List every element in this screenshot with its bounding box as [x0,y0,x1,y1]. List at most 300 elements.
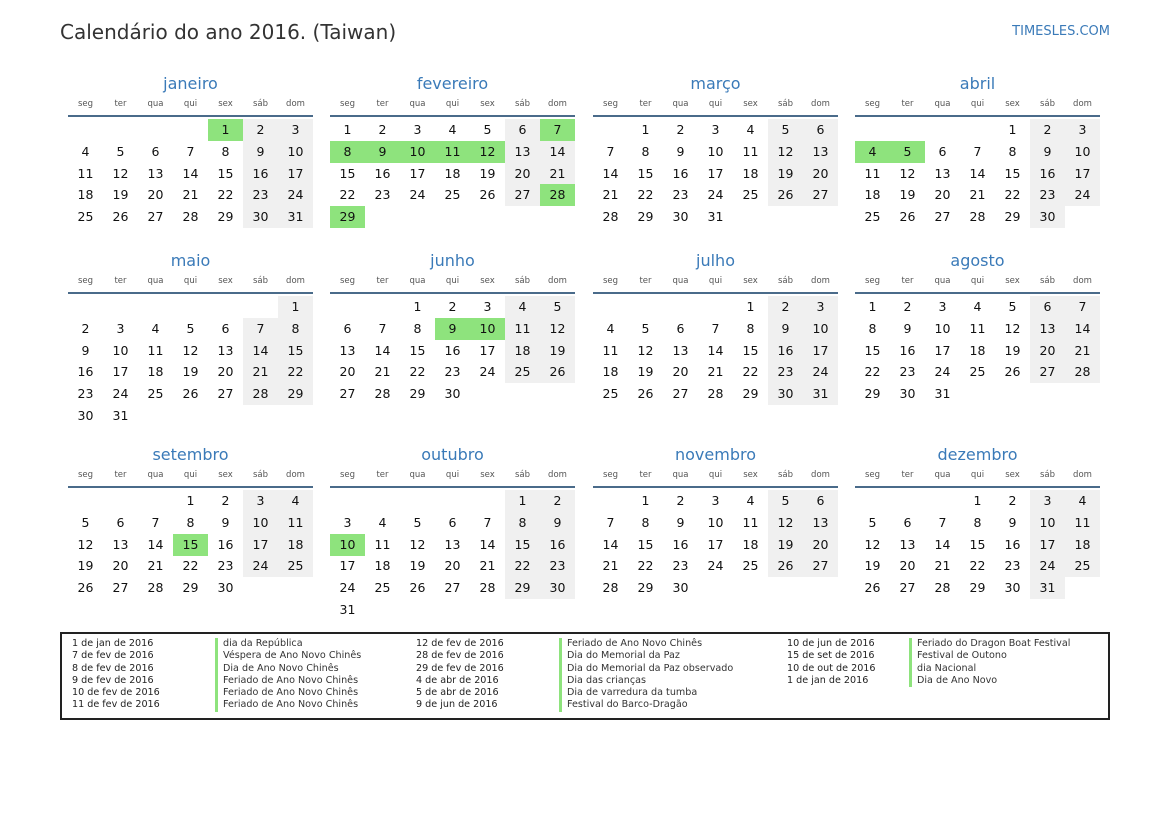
month-dezembro [855,443,1100,620]
day-cell: 18 [969,342,986,358]
legend-item [416,687,759,699]
day-cell: 14 [540,141,575,163]
month-title: abril [959,74,996,93]
day-cell: 25 [444,187,461,203]
day-cell: 3 [803,296,838,318]
day-cell: 23 [540,555,575,577]
day-cell: 11 [77,165,94,181]
weekday-header [593,96,838,117]
legend-item [416,663,759,675]
weekday-label: qui [445,470,460,480]
weekday-label: sáb [1039,470,1056,480]
day-cell: 28 [707,386,724,402]
day-cell: 19 [637,364,654,380]
legend-item [787,675,1109,687]
day-cell: 14 [602,165,619,181]
weekday-header [68,96,313,117]
legend-date: 8 de fev de 2016 [72,662,154,674]
day-cell: 13 [217,342,234,358]
day-cell: 31 [1030,577,1065,599]
day-cell: 29 [969,580,986,596]
legend-item [72,687,415,699]
day-cell: 4 [746,493,755,508]
day-cell: 6 [151,143,160,159]
weekday-header [330,96,575,117]
day-cell: 15 [1004,165,1021,181]
day-cell: 27 [339,386,356,402]
day-cell: 30 [672,580,689,596]
legend-date: 29 de fev de 2016 [416,662,504,674]
day-cell: 21 [707,364,724,380]
day-cell: 5 [641,320,650,336]
legend-item [72,663,415,675]
day-cell: 27 [444,580,461,596]
day-cell: 4 [378,514,387,530]
weekday-label: qua [934,276,951,286]
day-cell: 20 [444,558,461,574]
day-cell: 30 [672,209,689,225]
month-title: fevereiro [416,74,489,93]
day-cell: 19 [899,187,916,203]
day-cell: 12 [540,318,575,340]
days-grid [855,294,1100,426]
day-cell: 27 [217,386,234,402]
legend-item [416,638,759,650]
day-cell: 7 [243,318,278,340]
day-cell: 23 [899,364,916,380]
day-cell: 20 [803,163,838,185]
weekday-label: ter [639,276,652,286]
day-cell: 6 [938,143,947,159]
day-cell: 5 [768,490,803,512]
day-cell: 16 [374,165,391,181]
day-cell: 14 [707,342,724,358]
day-cell: 6 [448,514,457,530]
day-cell: 1 [973,493,982,508]
day-cell: 7 [606,143,615,159]
day-cell: 30 [1004,580,1021,596]
legend-holiday-name: Feriado do Dragon Boat Festival [909,638,1070,650]
day-cell: 21 [602,558,619,574]
day-cell: 27 [803,555,838,577]
day-cell: 31 [278,206,313,228]
days-grid [593,294,838,426]
weekday-label: sex [218,99,233,109]
weekday-label: seg [77,470,94,480]
legend-holiday-name: dia Nacional [909,663,976,675]
weekday-header [855,273,1100,294]
weekday-label: dom [548,99,567,109]
day-cell: 16 [77,364,94,380]
day-cell: 5 [116,143,125,159]
legend-item [787,663,1109,675]
day-cell: 23 [1004,558,1021,574]
day-cell: 28 [147,580,164,596]
day-cell: 21 [934,558,951,574]
day-cell: 14 [934,536,951,552]
weekday-label: sáb [514,470,531,480]
day-cell: 19 [409,558,426,574]
weekday-label: qui [970,276,985,286]
day-cell: 23 [374,187,391,203]
days-grid [593,488,838,620]
day-cell: 7 [1065,296,1100,318]
weekday-label: ter [639,470,652,480]
weekday-label: seg [339,470,356,480]
day-cell: 16 [672,165,689,181]
days-grid [330,488,575,620]
day-cell: 28 [934,580,951,596]
holiday-day: 15 [173,534,208,556]
day-cell: 10 [278,141,313,163]
day-cell: 23 [243,184,278,206]
day-cell: 19 [1004,342,1021,358]
weekday-label: ter [114,276,127,286]
legend-holiday-name: Feriado de Ano Novo Chinês [215,699,358,711]
legend-date: 1 de jan de 2016 [72,638,154,649]
day-cell: 16 [243,163,278,185]
day-cell: 15 [969,536,986,552]
day-cell: 12 [112,165,129,181]
weekday-label: seg [602,276,619,286]
day-cell: 25 [969,364,986,380]
day-cell: 26 [479,187,496,203]
day-cell: 10 [1065,141,1100,163]
day-cell: 11 [864,165,881,181]
weekday-header [855,96,1100,117]
day-cell: 4 [1065,490,1100,512]
day-cell: 3 [1065,119,1100,141]
day-cell: 4 [746,122,755,137]
day-cell: 25 [374,580,391,596]
day-cell: 30 [217,580,234,596]
day-cell: 3 [278,119,313,141]
day-cell: 19 [768,534,803,556]
day-cell: 28 [602,209,619,225]
legend-date: 10 de jun de 2016 [787,638,875,649]
day-cell: 20 [1030,340,1065,362]
day-cell: 27 [1030,361,1065,383]
days-grid [68,488,313,620]
day-cell: 9 [221,514,230,530]
day-cell: 13 [505,141,540,163]
day-cell: 2 [1008,493,1017,508]
month-março [593,72,838,249]
weekday-label: qua [672,99,689,109]
holiday-day: 1 [208,119,243,141]
weekday-label: qua [147,470,164,480]
day-cell: 9 [1030,141,1065,163]
day-cell: 27 [934,209,951,225]
day-cell: 29 [409,386,426,402]
day-cell: 17 [803,340,838,362]
holiday-day: 28 [540,184,575,206]
day-cell: 10 [803,318,838,340]
day-cell: 29 [637,209,654,225]
day-cell: 9 [903,320,912,336]
day-cell: 22 [969,558,986,574]
day-cell: 23 [444,364,461,380]
weekday-label: qua [672,470,689,480]
day-cell: 19 [182,364,199,380]
day-cell: 3 [413,122,422,137]
day-cell: 21 [540,163,575,185]
day-cell: 1 [343,122,352,137]
day-cell: 5 [868,514,877,530]
legend-date: 9 de fev de 2016 [72,674,154,686]
day-cell: 22 [742,364,759,380]
day-cell: 17 [112,364,129,380]
month-abril [855,72,1100,249]
day-cell: 18 [742,165,759,181]
day-cell: 27 [899,580,916,596]
day-cell: 9 [676,143,685,159]
legend-holiday-name: Dia do Memorial da Paz observado [559,663,733,675]
day-cell: 29 [217,209,234,225]
weekday-label: sex [218,470,233,480]
legend-holiday-name: Festival do Barco-Dragão [559,699,688,711]
day-cell: 20 [217,364,234,380]
day-cell: 5 [413,514,422,530]
day-cell: 12 [1004,320,1021,336]
legend-item [787,638,1109,650]
day-cell: 22 [637,558,654,574]
day-cell: 13 [339,342,356,358]
weekday-label: seg [77,99,94,109]
weekday-label: sáb [777,276,794,286]
weekday-label: seg [602,470,619,480]
weekday-header [68,467,313,488]
legend-date: 7 de fev de 2016 [72,650,154,662]
weekday-label: sáb [777,99,794,109]
weekday-label: qua [934,99,951,109]
weekday-label: dom [548,470,567,480]
day-cell: 17 [479,342,496,358]
day-cell: 8 [641,514,650,530]
weekday-label: dom [811,99,830,109]
weekday-label: sáb [1039,99,1056,109]
day-cell: 21 [602,187,619,203]
day-cell: 22 [1004,187,1021,203]
day-cell: 8 [186,514,195,530]
weekday-label: sex [480,470,495,480]
day-cell: 25 [77,209,94,225]
day-cell: 16 [899,342,916,358]
day-cell: 24 [112,386,129,402]
holiday-day: 5 [890,141,925,163]
day-cell: 8 [746,320,755,336]
month-title: junho [430,251,475,270]
weekday-label: ter [114,99,127,109]
weekday-label: sáb [1039,276,1056,286]
day-cell: 25 [602,386,619,402]
day-cell: 26 [637,386,654,402]
day-cell: 11 [278,512,313,534]
legend-item [72,675,415,687]
day-cell: 14 [1065,318,1100,340]
weekday-label: qua [672,276,689,286]
day-cell: 18 [374,558,391,574]
month-setembro [68,443,313,620]
day-cell: 15 [864,342,881,358]
day-cell: 29 [742,386,759,402]
day-cell: 8 [413,320,422,336]
weekday-label: sex [1005,276,1020,286]
weekday-label: seg [77,276,94,286]
month-title: julho [696,251,735,270]
weekday-label: qua [147,99,164,109]
day-cell: 10 [243,512,278,534]
weekday-label: qua [934,470,951,480]
day-cell: 15 [637,165,654,181]
day-cell: 25 [864,209,881,225]
day-cell: 26 [409,580,426,596]
site-link[interactable]: TIMESLES.COM [1012,24,1110,39]
weekday-label: sáb [252,470,269,480]
day-cell: 16 [768,340,803,362]
day-cell: 23 [672,187,689,203]
holiday-day: 10 [400,141,435,163]
day-cell: 17 [339,558,356,574]
day-cell: 31 [803,383,838,405]
month-title: outubro [421,445,484,464]
day-cell: 6 [676,320,685,336]
weekday-label: ter [114,470,127,480]
day-cell: 6 [343,320,352,336]
day-cell: 30 [540,577,575,599]
holiday-day: 4 [855,141,890,163]
weekday-label: ter [376,276,389,286]
day-cell: 30 [243,206,278,228]
day-cell: 15 [409,342,426,358]
day-cell: 15 [505,534,540,556]
day-cell: 28 [479,580,496,596]
legend-date: 5 de abr de 2016 [416,687,499,699]
day-cell: 5 [540,296,575,318]
day-cell: 29 [864,386,881,402]
day-cell: 4 [278,490,313,512]
day-cell: 8 [221,143,230,159]
day-cell: 9 [676,514,685,530]
month-fevereiro [330,72,575,249]
day-cell: 11 [969,320,986,336]
day-cell: 10 [112,342,129,358]
day-cell: 24 [278,184,313,206]
day-cell: 20 [899,558,916,574]
day-cell: 24 [1065,184,1100,206]
day-cell: 12 [864,536,881,552]
day-cell: 30 [1030,206,1065,228]
day-cell: 1 [641,493,650,508]
day-cell: 12 [899,165,916,181]
day-cell: 1 [186,493,195,508]
legend-date: 12 de fev de 2016 [416,638,504,649]
weekday-label: sáb [252,99,269,109]
weekday-label: sex [480,276,495,286]
day-cell: 10 [707,514,724,530]
day-cell: 7 [186,143,195,159]
day-cell: 7 [973,143,982,159]
day-cell: 21 [147,558,164,574]
day-cell: 3 [483,299,492,314]
weekday-label: qui [183,99,198,109]
day-cell: 24 [934,364,951,380]
weekday-label: sáb [514,99,531,109]
day-cell: 15 [278,340,313,362]
day-cell: 15 [217,165,234,181]
month-outubro [330,443,575,620]
weekday-label: seg [864,470,881,480]
day-cell: 1 [505,490,540,512]
day-cell: 4 [606,320,615,336]
day-cell: 14 [147,536,164,552]
month-title: dezembro [937,445,1018,464]
day-cell: 16 [672,536,689,552]
day-cell: 2 [81,320,90,336]
day-cell: 13 [803,141,838,163]
day-cell: 23 [768,361,803,383]
day-cell: 5 [1008,299,1017,314]
day-cell: 22 [505,555,540,577]
day-cell: 1 [1008,122,1017,137]
weekday-label: dom [286,470,305,480]
weekday-label: ter [376,99,389,109]
day-cell: 25 [505,361,540,383]
day-cell: 2 [243,119,278,141]
day-cell: 28 [182,209,199,225]
day-cell: 20 [147,187,164,203]
day-cell: 14 [602,536,619,552]
days-grid [68,294,313,426]
day-cell: 8 [1008,143,1017,159]
day-cell: 14 [243,340,278,362]
day-cell: 2 [676,122,685,137]
weekday-label: seg [864,276,881,286]
day-cell: 27 [803,184,838,206]
day-cell: 8 [505,512,540,534]
day-cell: 2 [676,493,685,508]
weekday-label: qua [147,276,164,286]
day-cell: 3 [116,320,125,336]
day-cell: 13 [672,342,689,358]
day-cell: 4 [973,299,982,314]
day-cell: 19 [77,558,94,574]
day-cell: 11 [742,514,759,530]
day-cell: 24 [479,364,496,380]
legend-date: 4 de abr de 2016 [416,674,499,686]
day-cell: 11 [602,342,619,358]
days-grid [855,488,1100,620]
day-cell: 4 [448,122,457,137]
legend-date: 10 de out de 2016 [787,662,876,674]
holiday-day: 9 [365,141,400,163]
holiday-legend [60,632,1110,720]
day-cell: 14 [969,165,986,181]
day-cell: 20 [934,187,951,203]
day-cell: 7 [711,320,720,336]
day-cell: 18 [602,364,619,380]
day-cell: 16 [444,342,461,358]
month-title: setembro [152,445,229,464]
day-cell: 29 [182,580,199,596]
day-cell: 12 [768,141,803,163]
weekday-label: seg [864,99,881,109]
weekday-label: qui [445,276,460,286]
day-cell: 8 [973,514,982,530]
day-cell: 5 [186,320,195,336]
holiday-day: 9 [435,318,470,340]
day-cell: 23 [1030,184,1065,206]
